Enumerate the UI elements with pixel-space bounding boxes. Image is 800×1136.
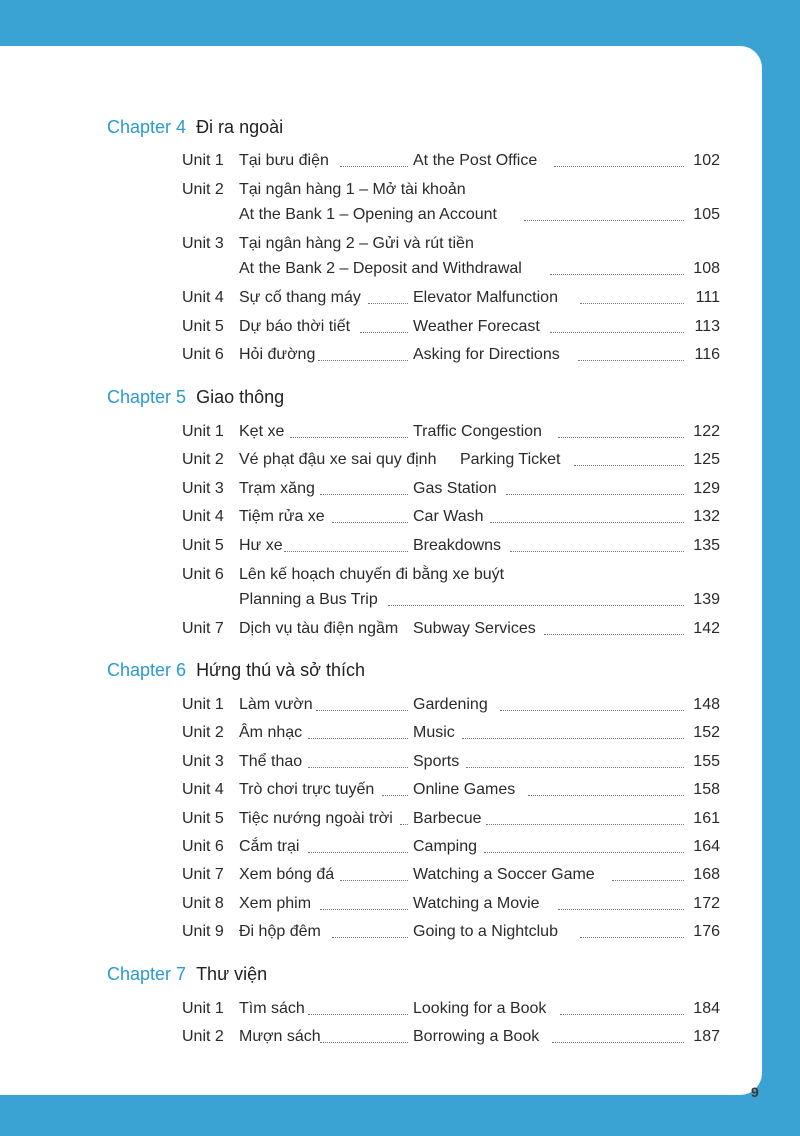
chapter-title: Đi ra ngoài: [196, 117, 284, 137]
leader-dots: [574, 465, 684, 466]
unit-number: Unit 4: [182, 781, 224, 798]
page-number: 187: [693, 1028, 720, 1045]
unit-title-vi: Trạm xăng: [239, 480, 315, 497]
unit-number: Unit 1: [182, 696, 224, 713]
toc-entry[interactable]: [182, 694, 720, 716]
page-number: 176: [693, 923, 720, 940]
unit-number: Unit 2: [182, 724, 224, 741]
leader-dots: [550, 332, 684, 333]
toc-entry[interactable]: [182, 564, 720, 614]
leader-dots: [332, 522, 408, 523]
page-number: 113: [694, 318, 720, 335]
page-number: 135: [693, 537, 720, 554]
unit-number: Unit 9: [182, 923, 224, 940]
unit-number: Unit 2: [182, 1028, 224, 1045]
leader-dots: [490, 522, 684, 523]
folio-page-number: 9: [751, 1084, 759, 1100]
leader-dots: [308, 738, 408, 739]
page-number: 122: [693, 423, 720, 440]
unit-title-en: Camping: [413, 838, 478, 855]
chapter-heading: [107, 660, 365, 681]
toc-entry[interactable]: [182, 779, 720, 801]
unit-title-en: Looking for a Book: [413, 1000, 547, 1017]
unit-title-en: Elevator Malfunction: [413, 289, 558, 306]
page-number: 152: [693, 724, 720, 741]
unit-title-en: Watching a Soccer Game: [413, 866, 595, 883]
unit-title-en: Sports: [413, 753, 460, 770]
toc-entry[interactable]: [182, 287, 720, 309]
unit-title-en: At the Bank 2 – Deposit and Withdrawal: [239, 260, 522, 277]
page-number: 172: [693, 895, 720, 912]
unit-title-vi: Trò chơi trực tuyến: [239, 781, 375, 798]
leader-dots: [500, 710, 684, 711]
leader-dots: [558, 437, 684, 438]
unit-number: Unit 2: [182, 181, 224, 198]
toc-entry[interactable]: [182, 998, 720, 1020]
toc-entry[interactable]: [182, 618, 720, 640]
unit-title-vi: Dịch vụ tàu điện ngầm: [239, 620, 399, 637]
unit-title-vi: Thể thao: [239, 753, 303, 770]
unit-number: Unit 1: [182, 1000, 224, 1017]
unit-title-en: Gardening: [413, 696, 488, 713]
leader-dots: [552, 1042, 684, 1043]
unit-number: Unit 3: [182, 480, 224, 497]
chapter-heading: [107, 964, 267, 985]
leader-dots: [462, 738, 684, 739]
unit-number: Unit 1: [182, 152, 224, 169]
unit-title-vi: Sự cố thang máy: [239, 289, 361, 306]
leader-dots: [320, 1042, 408, 1043]
unit-title-en: Subway Services: [413, 620, 536, 637]
unit-title-en: Going to a Nightclub: [413, 923, 558, 940]
unit-title-vi: Hư xe: [239, 537, 283, 554]
unit-title-en: Asking for Directions: [413, 346, 560, 363]
chapter-title: Thư viện: [196, 964, 268, 984]
leader-dots: [580, 937, 684, 938]
page-number: 111: [695, 289, 720, 306]
unit-title-vi: Âm nhạc: [239, 724, 303, 741]
unit-title-vi: Tiệc nướng ngoài trời: [239, 810, 393, 827]
toc-entry[interactable]: [182, 722, 720, 744]
unit-number: Unit 3: [182, 753, 224, 770]
unit-title-en: Weather Forecast: [413, 318, 540, 335]
page-number: 132: [693, 508, 720, 525]
unit-number: Unit 5: [182, 537, 224, 554]
page-number: 108: [693, 260, 720, 277]
leader-dots: [284, 551, 408, 552]
leader-dots: [544, 634, 684, 635]
leader-dots: [316, 710, 408, 711]
page-number: 155: [693, 753, 720, 770]
leader-dots: [466, 767, 684, 768]
unit-title-en: Music: [413, 724, 455, 741]
unit-number: Unit 6: [182, 566, 224, 583]
unit-title-vi: Xem phim: [239, 895, 312, 912]
unit-title-vi: Tiệm rửa xe: [239, 508, 325, 525]
unit-number: Unit 5: [182, 318, 224, 335]
chapter-title: Hứng thú và sở thích: [196, 660, 365, 680]
toc-entry[interactable]: [182, 449, 720, 471]
toc-entry[interactable]: [182, 233, 720, 283]
toc-entry[interactable]: [182, 344, 720, 366]
page-number: 129: [693, 480, 720, 497]
unit-title-vi: Hỏi đường: [239, 346, 316, 363]
unit-title-vi: Cắm trại: [239, 838, 300, 855]
leader-dots: [580, 303, 684, 304]
unit-title-vi: Đi hộp đêm: [239, 923, 321, 940]
chapter-number: Chapter 6: [107, 660, 187, 680]
toc-entry[interactable]: [182, 808, 720, 830]
unit-number: Unit 5: [182, 810, 224, 827]
unit-title-vi: Vé phạt đậu xe sai quy định: [239, 451, 437, 468]
leader-dots: [318, 360, 408, 361]
leader-dots: [550, 274, 684, 275]
leader-dots: [388, 605, 684, 606]
unit-title-en: At the Post Office: [413, 152, 538, 169]
leader-dots: [320, 909, 408, 910]
toc-entry[interactable]: [182, 751, 720, 773]
unit-number: Unit 6: [182, 838, 224, 855]
unit-title-vi: Xem bóng đá: [239, 866, 335, 883]
chapter-number: Chapter 5: [107, 387, 187, 407]
page-number: 139: [693, 591, 720, 608]
leader-dots: [510, 551, 684, 552]
unit-title-en: Traffic Congestion: [413, 423, 542, 440]
toc-entry[interactable]: [182, 421, 720, 443]
page-number: 164: [693, 838, 720, 855]
toc-entry[interactable]: [182, 179, 720, 229]
toc-entry[interactable]: [182, 864, 720, 886]
leader-dots: [308, 1014, 408, 1015]
unit-title-vi: Làm vườn: [239, 696, 313, 713]
leader-dots: [524, 220, 684, 221]
unit-number: Unit 6: [182, 346, 224, 363]
toc-entry[interactable]: [182, 535, 720, 557]
unit-title-vi: Kẹt xe: [239, 423, 285, 440]
unit-title-en: Online Games: [413, 781, 516, 798]
unit-title-en: Car Wash: [413, 508, 484, 525]
unit-title-en: Breakdowns: [413, 537, 502, 554]
toc-entry[interactable]: [182, 316, 720, 338]
unit-title-vi: Tại bưu điện: [239, 152, 329, 169]
leader-dots: [506, 494, 684, 495]
page-number: 105: [693, 206, 720, 223]
leader-dots: [320, 494, 408, 495]
unit-number: Unit 3: [182, 235, 224, 252]
toc-entry[interactable]: [182, 921, 720, 943]
unit-title-en: At the Bank 1 – Opening an Account: [239, 206, 497, 223]
unit-title-vi: Dự báo thời tiết: [239, 318, 351, 335]
leader-dots: [382, 795, 408, 796]
leader-dots: [400, 824, 408, 825]
toc-entry[interactable]: [182, 893, 720, 915]
unit-title-vi: Mượn sách: [239, 1028, 321, 1045]
chapter-heading: [107, 117, 283, 138]
toc-entry[interactable]: [182, 506, 720, 528]
unit-title-en: Borrowing a Book: [413, 1028, 540, 1045]
page-number: 158: [693, 781, 720, 798]
unit-number: Unit 4: [182, 508, 224, 525]
page-number: 161: [693, 810, 720, 827]
page-number: 125: [693, 451, 720, 468]
leader-dots: [484, 852, 684, 853]
leader-dots: [290, 437, 408, 438]
unit-title-en: Gas Station: [413, 480, 497, 497]
leader-dots: [558, 909, 684, 910]
leader-dots: [578, 360, 684, 361]
page-number: 168: [693, 866, 720, 883]
leader-dots: [332, 937, 408, 938]
toc-entry[interactable]: [182, 478, 720, 500]
unit-number: Unit 7: [182, 866, 224, 883]
unit-title-vi: Tìm sách: [239, 1000, 305, 1017]
unit-title-en: Watching a Movie: [413, 895, 540, 912]
unit-number: Unit 7: [182, 620, 224, 637]
toc-entry[interactable]: [182, 1026, 720, 1048]
unit-title-en: Planning a Bus Trip: [239, 591, 378, 608]
unit-number: Unit 2: [182, 451, 224, 468]
leader-dots: [308, 767, 408, 768]
page-number: 116: [694, 346, 720, 363]
leader-dots: [528, 795, 684, 796]
unit-number: Unit 4: [182, 289, 224, 306]
unit-title-vi: Lên kế hoạch chuyến đi bằng xe buýt: [239, 566, 505, 583]
leader-dots: [554, 166, 684, 167]
leader-dots: [308, 852, 408, 853]
page-number: 142: [693, 620, 720, 637]
unit-title-vi: Tại ngân hàng 2 – Gửi và rút tiền: [239, 235, 474, 252]
leader-dots: [340, 880, 408, 881]
unit-number: Unit 1: [182, 423, 224, 440]
leader-dots: [368, 303, 408, 304]
leader-dots: [612, 880, 684, 881]
chapter-title: Giao thông: [196, 387, 285, 407]
toc-entry[interactable]: [182, 836, 720, 858]
chapter-number: Chapter 4: [107, 117, 187, 137]
page-number: 184: [693, 1000, 720, 1017]
chapter-number: Chapter 7: [107, 964, 187, 984]
leader-dots: [360, 332, 408, 333]
unit-title-en: Parking Ticket: [460, 451, 561, 468]
toc-entry[interactable]: [182, 150, 720, 172]
page-number: 102: [693, 152, 720, 169]
unit-title-vi: Tại ngân hàng 1 – Mở tài khoản: [239, 181, 466, 198]
page-number: 148: [693, 696, 720, 713]
unit-title-en: Barbecue: [413, 810, 482, 827]
chapter-heading: [107, 387, 284, 408]
leader-dots: [340, 166, 408, 167]
leader-dots: [486, 824, 684, 825]
unit-number: Unit 8: [182, 895, 224, 912]
leader-dots: [560, 1014, 684, 1015]
